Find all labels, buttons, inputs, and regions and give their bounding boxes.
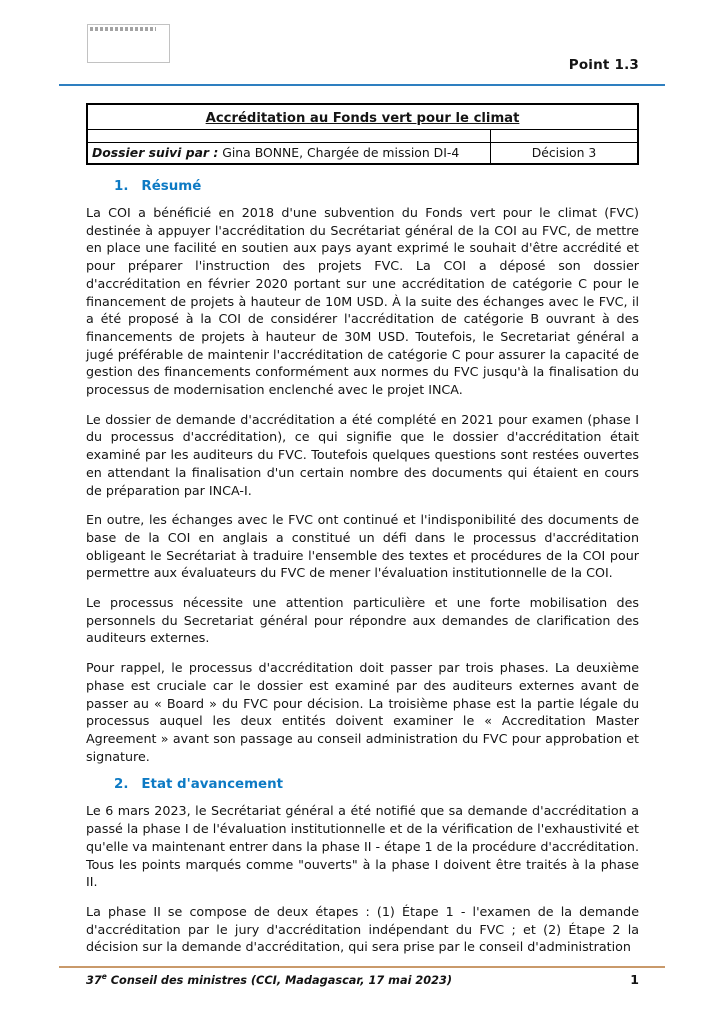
empty-cell-left: [88, 130, 491, 142]
footer-session-number: 37: [86, 974, 102, 987]
header-rule: [59, 84, 665, 86]
paragraph: Pour rappel, le processus d'accréditation doit passer par trois phases. La deuxième phase est cruciale car le dossier est examiné par des auditeurs externes avant de passer au « Board » du FVC pour décision. La troisième phase est la partie légale du processus auquel les deux entités doivent examiner le « Accreditation Master Agreement » avant son passage au conseil administration du FVC pour approbation et signature.: [86, 660, 639, 764]
paragraph: Le 6 mars 2023, le Secrétariat général a été notifié que sa demande d'accréditation a passé la phase I de l'évaluation institutionnelle et de la vérification de l'exhaustivité et qu'elle va maintenant entrer dans la phase II - étape 1 de la procédure d'accréditation. Tous les points marqués comme "ouverts" à la phase I doivent être traités à la phase II.: [86, 803, 639, 890]
table-title-row: [88, 105, 637, 130]
decision-cell: Décision 3: [531, 145, 597, 160]
dossier-cell: [88, 143, 491, 163]
empty-cell-right: [491, 130, 637, 142]
footer-rule: [59, 966, 665, 968]
footer-session-text: Conseil des ministres (CCI, Madagascar, 17 mai 2023): [106, 974, 452, 987]
header-table: [86, 103, 639, 165]
document-title: Accréditation au Fonds vert pour le climat: [205, 111, 520, 126]
table-dossier-row: [88, 143, 637, 163]
paragraph: La phase II se compose de deux étapes : (1) Étape 1 - l'examen de la demande d'accréditation par le jury d'accréditation indépendant du FVC ; et (2) Étape 2 la décision sur la demande d'accréditation, qui sera prise par le conseil d'administration: [86, 903, 639, 955]
section-heading-etat-avancement: [86, 777, 639, 792]
heading-label: Résumé: [141, 179, 202, 194]
heading-number: 1.: [114, 179, 129, 194]
footer-session-title: [86, 972, 452, 987]
dossier-label: Dossier suivi par :: [92, 145, 219, 160]
paragraph: Le dossier de demande d'accréditation a été complété en 2021 pour examen (phase I du processus d'accréditation), ce qui signifie que le dossier d'accréditation était examiné par les auditeurs du FVC. Toutefois quelques questions sont restées ouvertes en attendant la finalisation d'un certain nombre des documents qui étaient en cours de préparation par INCA-I.: [86, 411, 639, 498]
footer-session-ordinal: e: [101, 972, 107, 982]
heading-number: 2.: [114, 777, 129, 793]
paragraph: La COI a bénéficié en 2018 d'une subvention du Fonds vert pour le climat (FVC) destinée à appuyer l'accréditation du Secrétariat général de la COI au FVC, de mettre en place une facilité en soutien aux pays ayant exprimé le souhait d'être accrédité et pour préparer l'instruction des projets FVC. La COI a déposé son dossier d'accréditation en février 2020 portant sur une accréditation de catégorie C pour le financement de projets à hauteur de 10M USD. À la suite des échanges avec le FVC, il a été proposé à la COI de considérer l'accréditation de catégorie B ouvrant à des financements de projets à hauteur de 30M USD. Toutefois, le Secretariat général a jugé préférable de maintenir l'accréditation de catégorie C pour assurer la capacité de gestion des financements conformément aux normes du FVC jusqu'à la finalisation du processus de modernisation enclenché avec le projet INCA.: [86, 205, 639, 398]
heading-label: Etat d'avancement: [141, 777, 284, 793]
page-footer: [86, 972, 639, 987]
broken-image-alt-text: [90, 27, 156, 31]
table-empty-row: [88, 130, 637, 143]
dossier-value: Gina BONNE, Chargée de mission DI-4: [218, 145, 460, 160]
paragraph: Le processus nécessite une attention particulière et une forte mobilisation des personnels du Secretariat général pour répondre aux demandes de clarification des auditeurs externes.: [86, 595, 639, 646]
point-label: Point 1.3: [568, 57, 639, 73]
section-heading-resume: [86, 179, 639, 194]
page-number: 1: [630, 972, 639, 987]
document-body: [86, 171, 639, 968]
paragraph: En outre, les échanges avec le FVC ont continué et l'indisponibilité des documents de base de la COI en anglais a constitué un défi dans le processus d'accréditation obligeant le Secrétariat à traduire l'ensemble des textes et procédures de la COI pour permettre aux évaluateurs du FVC de mener l'évaluation institutionnelle de la COI.: [86, 512, 639, 581]
